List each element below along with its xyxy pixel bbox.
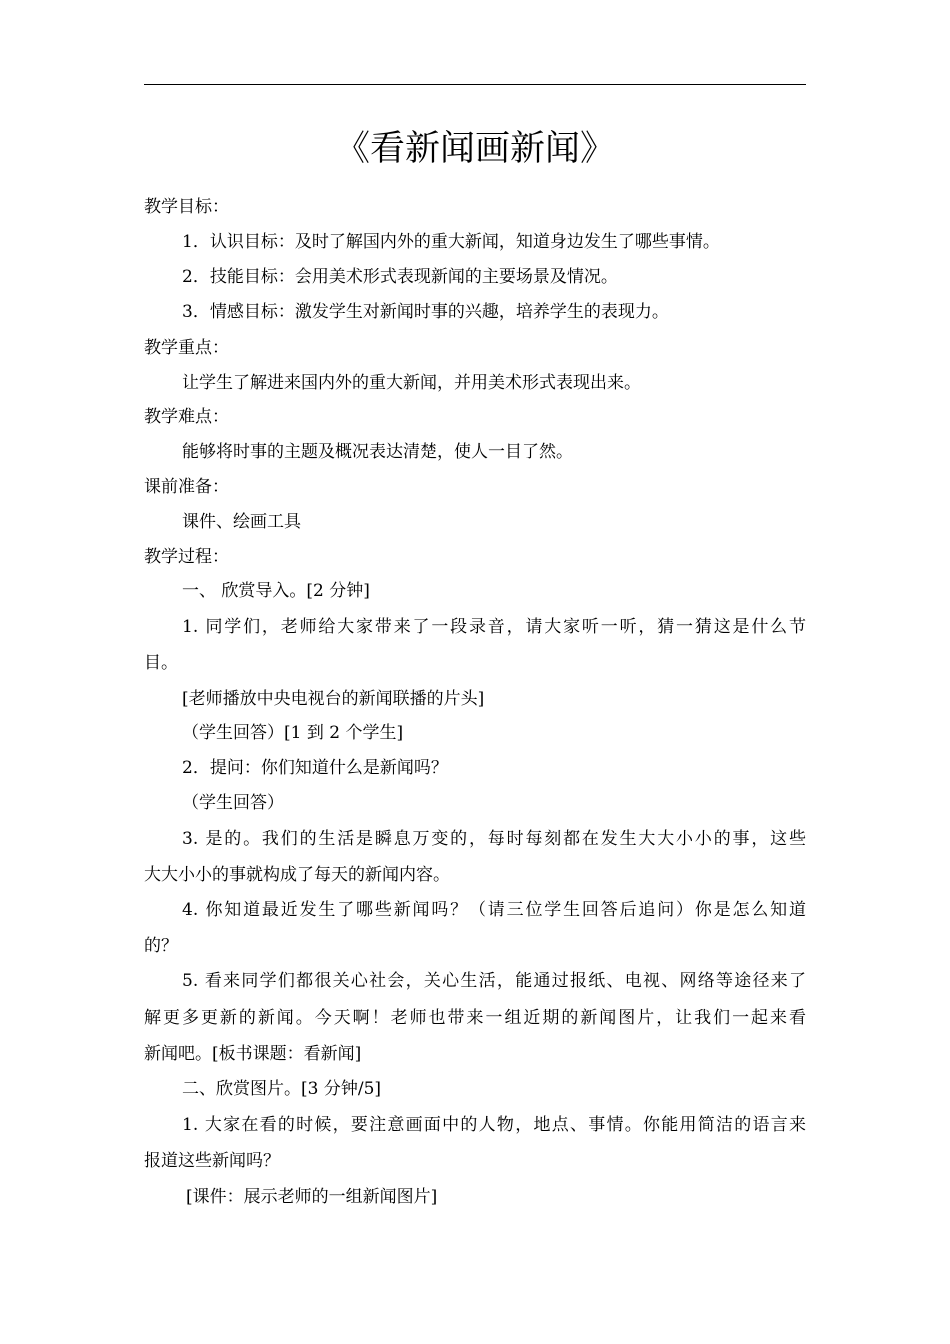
paragraph-line: 新闻吧。[板书课题：看新闻]: [144, 1044, 362, 1064]
paragraph-line: 报道这些新闻吗？: [144, 1151, 280, 1171]
section-heading-difficulties: 教学难点：: [144, 407, 229, 427]
courseware-note: [课件：展示老师的一组新闻图片]: [186, 1187, 438, 1207]
objective-item-3: 3．情感目标：激发学生对新闻时事的兴趣，培养学生的表现力。: [182, 302, 669, 322]
section-heading-preparation: 课前准备：: [144, 477, 229, 497]
student-response-note: （学生回答）[1 到 2 个学生]: [182, 723, 404, 743]
paragraph-line: 目。: [144, 653, 178, 673]
process-step-2-heading: 二、欣赏图片。[3 分钟/5]: [182, 1079, 382, 1099]
section-heading-key-points: 教学重点：: [144, 338, 229, 358]
question-line: 2．提问：你们知道什么是新闻吗？: [182, 758, 448, 778]
section-heading-process: 教学过程：: [144, 547, 229, 567]
paragraph-line: 5. 看来同学们都很关心社会，关心生活，能通过报纸、电视、网络等途径来了: [182, 971, 806, 991]
paragraph-line: 的？: [144, 936, 178, 956]
paragraph-line: 解更多更新的新闻。今天啊！老师也带来一组近期的新闻图片，让我们一起来看: [144, 1008, 806, 1028]
process-step-1-heading: 一、 欣赏导入。[2 分钟]: [182, 581, 370, 601]
student-response-note: （学生回答）: [182, 793, 284, 813]
header-rule: [144, 84, 806, 85]
paragraph-line: 3. 是的。我们的生活是瞬息万变的，每时每刻都在发生大大小小的事，这些: [182, 829, 806, 849]
key-points-text: 让学生了解进来国内外的重大新闻，并用美术形式表现出来。: [182, 373, 641, 393]
paragraph-line: 1. 大家在看的时候，要注意画面中的人物，地点、事情。你能用简洁的语言来: [182, 1115, 806, 1135]
paragraph-line: 4. 你知道最近发生了哪些新闻吗？（请三位学生回答后追问）你是怎么知道: [182, 900, 806, 920]
section-heading-objectives: 教学目标：: [144, 197, 229, 217]
document-title: 《看新闻画新闻》: [334, 129, 615, 169]
paragraph-line: 1. 同学们，老师给大家带来了一段录音，请大家听一听，猜一猜这是什么节: [182, 617, 806, 637]
preparation-text: 课件、绘画工具: [182, 512, 301, 532]
objective-item-2: 2．技能目标：会用美术形式表现新闻的主要场景及情况。: [182, 267, 618, 287]
difficulties-text: 能够将时事的主题及概况表达清楚，使人一目了然。: [182, 442, 573, 462]
teacher-note: [老师播放中央电视台的新闻联播的片头]: [182, 689, 485, 709]
paragraph-line: 大大小小的事就构成了每天的新闻内容。: [144, 865, 450, 885]
objective-item-1: 1．认识目标：及时了解国内外的重大新闻，知道身边发生了哪些事情。: [182, 232, 720, 252]
